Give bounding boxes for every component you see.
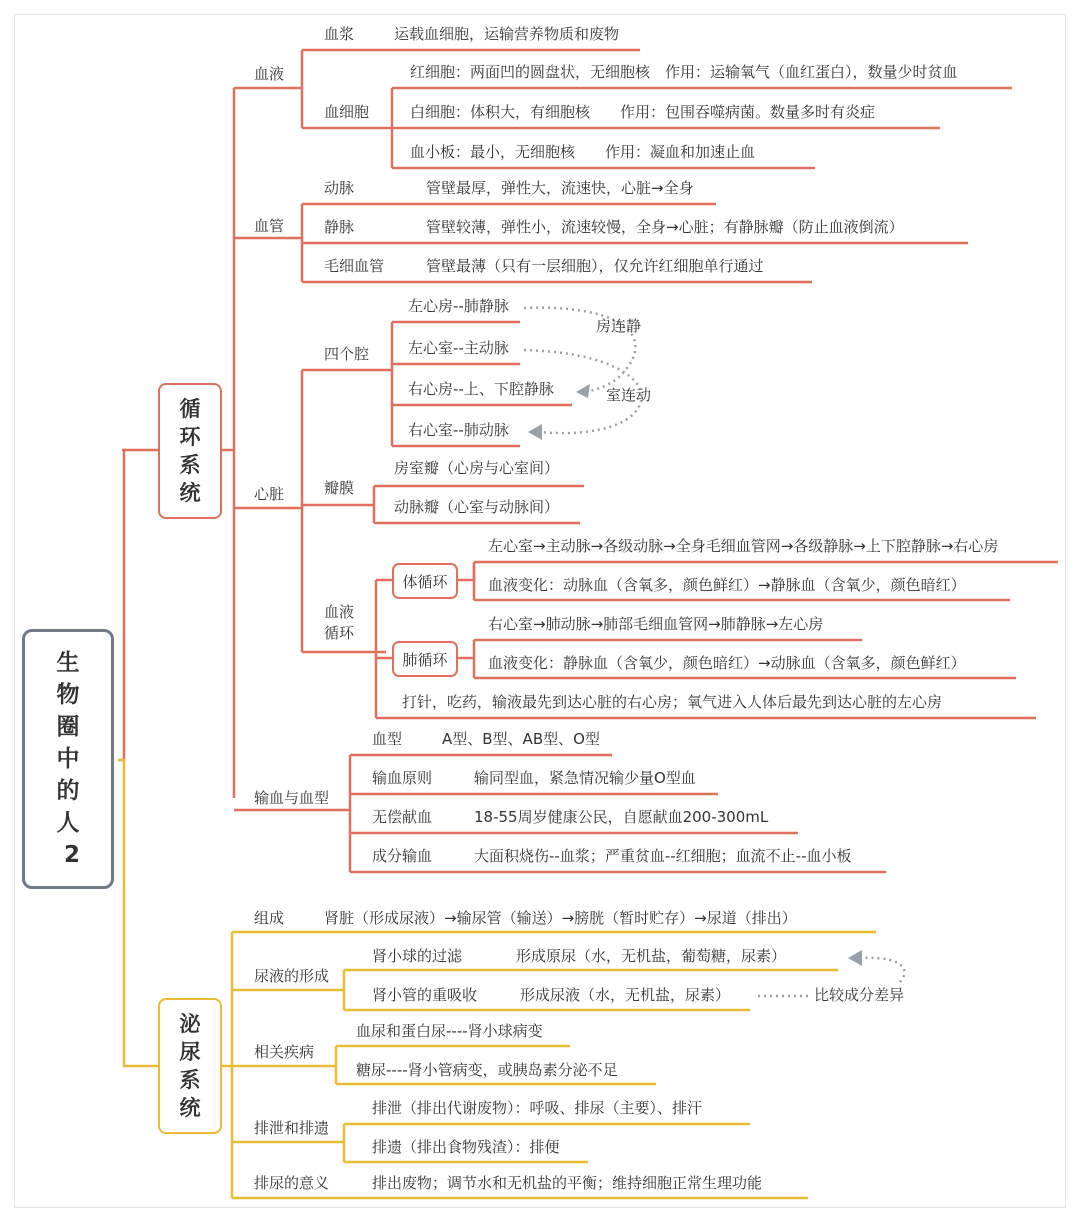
- artery-desc: 管壁最厚，弹性大，流速快，心脏→全身: [426, 179, 694, 197]
- dotted-annotation-arrows: [524, 308, 904, 996]
- node-reabsorption[interactable]: 肾小管的重吸收: [372, 986, 478, 1004]
- note-compare-composition: 比较成分差异: [814, 986, 905, 1004]
- donation-desc: 18-55周岁健康公民，自愿献血200-300mL: [474, 808, 769, 826]
- urination-significance-desc: 排出废物；调节水和无机盐的平衡；维持细胞正常生理功能: [372, 1174, 763, 1192]
- excretion-desc: 排泄（排出代谢废物）：呼吸、排尿（主要）、排汗: [372, 1099, 703, 1117]
- node-composition[interactable]: 组成: [254, 909, 285, 927]
- disease-2: 糖尿----肾小管病变，或胰岛素分泌不足: [356, 1061, 618, 1079]
- circulation-system-node[interactable]: [158, 383, 222, 519]
- component-transfusion-desc: 大面积烧伤--血浆；严重贫血--红细胞；血流不止--血小板: [474, 847, 852, 865]
- transfusion-principle-desc: 输同型血，紧急情况输少量O型血: [474, 769, 696, 787]
- note-atria-veins: 房连静: [596, 317, 642, 335]
- pulmonary-label: 肺循环: [402, 650, 448, 669]
- egestion-desc: 排遗（排出食物残渣）：排便: [372, 1138, 560, 1156]
- systemic-label: 体循环: [402, 572, 448, 591]
- node-systemic-circulation[interactable]: [392, 563, 458, 599]
- node-pulmonary-circulation[interactable]: [392, 641, 458, 677]
- blood-type-desc: A型、B型、AB型、O型: [442, 730, 600, 748]
- node-related-diseases[interactable]: 相关疾病: [254, 1043, 315, 1061]
- dotted-arrow-heads: [528, 384, 862, 966]
- node-excretion-egestion[interactable]: 排泄和排遗: [254, 1119, 330, 1137]
- urinary-title: 泌 尿 系 统: [179, 1012, 201, 1120]
- node-blood[interactable]: 血液: [254, 65, 285, 83]
- systemic-change: 血液变化：动脉血（含氧多，颜色鲜红）→静脉血（含氧少，颜色暗红）: [488, 576, 966, 594]
- chamber-lv: 左心室--主动脉: [408, 339, 509, 357]
- circulation-title: 循 环 系 统: [179, 397, 201, 505]
- node-blood-cells[interactable]: 血细胞: [324, 103, 370, 121]
- node-blood-type[interactable]: 血型: [372, 730, 403, 748]
- node-transfusion[interactable]: 输血与血型: [254, 789, 330, 807]
- disease-1: 血尿和蛋白尿----肾小球病变: [356, 1022, 543, 1040]
- chamber-la: 左心房--肺静脉: [408, 297, 509, 315]
- chamber-ra: 右心房--上、下腔静脉: [408, 380, 554, 398]
- urinary-system-node[interactable]: [158, 998, 222, 1134]
- circulation-note: 打针，吃药，输液最先到达心脏的右心房；氧气进入人体后最先到达心脏的左心房: [402, 693, 943, 711]
- node-urination-significance[interactable]: 排尿的意义: [254, 1174, 330, 1192]
- node-plasma[interactable]: 血浆: [324, 25, 355, 43]
- node-vein[interactable]: 静脉: [324, 218, 355, 236]
- node-artery[interactable]: 动脉: [324, 179, 355, 197]
- valve-av: 房室瓣（心房与心室间）: [394, 459, 560, 477]
- node-valves[interactable]: 瓣膜: [324, 479, 355, 497]
- composition-desc: 肾脏（形成尿液）→输尿管（输送）→膀胱（暂时贮存）→尿道（排出）: [324, 909, 797, 927]
- note-ventricles-arteries: 室连动: [606, 386, 652, 404]
- node-filtration[interactable]: 肾小球的过滤: [372, 947, 463, 965]
- platelet-desc: 血小板：最小，无细胞核 作用：凝血和加速止血: [410, 143, 756, 161]
- vein-desc: 管壁较薄，弹性小，流速较慢，全身→心脏；有静脉瓣（防止血液倒流）: [426, 218, 904, 236]
- wbc-desc: 白细胞：体积大，有细胞核 作用：包围吞噬病菌。数量多时有炎症: [410, 103, 876, 121]
- filtration-desc: 形成原尿（水，无机盐，葡萄糖，尿素）: [516, 947, 787, 965]
- node-capillary[interactable]: 毛细血管: [324, 257, 385, 275]
- pulmonary-path: 右心室→肺动脉→肺部毛细血管网→肺静脉→左心房: [488, 615, 824, 633]
- chamber-rv: 右心室--肺动脉: [408, 421, 509, 439]
- reabsorption-desc: 形成尿液（水，无机盐，尿素）: [520, 986, 731, 1004]
- root-title: 生 物 圈 中 的 人 2: [56, 650, 80, 868]
- systemic-path: 左心室→主动脉→各级动脉→全身毛细血管网→各级静脉→上下腔静脉→右心房: [488, 537, 999, 555]
- node-blood-circulation[interactable]: 血液 循环: [324, 603, 355, 642]
- node-donation[interactable]: 无偿献血: [372, 808, 433, 826]
- node-transfusion-principle[interactable]: 输血原则: [372, 769, 433, 787]
- node-urine-formation[interactable]: 尿液的形成: [254, 967, 330, 985]
- plasma-desc: 运载血细胞，运输营养物质和废物: [394, 25, 620, 43]
- rbc-desc: 红细胞：两面凹的圆盘状，无细胞核 作用：运输氧气（血红蛋白），数量少时贫血: [410, 63, 958, 81]
- root-node[interactable]: [22, 629, 114, 889]
- pulmonary-change: 血液变化：静脉血（含氧少，颜色暗红）→动脉血（含氧多，颜色鲜红）: [488, 654, 966, 672]
- node-vessels[interactable]: 血管: [254, 217, 285, 235]
- valve-arterial: 动脉瓣（心室与动脉间）: [394, 498, 560, 516]
- node-component-transfusion[interactable]: 成分输血: [372, 847, 433, 865]
- node-heart[interactable]: 心脏: [254, 485, 285, 503]
- node-four-chambers[interactable]: 四个腔: [324, 345, 370, 363]
- capillary-desc: 管壁最薄（只有一层细胞），仅允许红细胞单行通过: [426, 257, 764, 275]
